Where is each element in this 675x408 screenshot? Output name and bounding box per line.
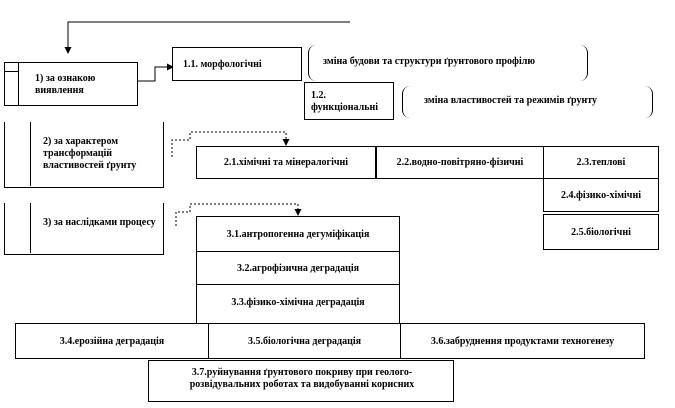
criterion-2-box xyxy=(4,122,164,188)
node-1-2-box xyxy=(304,82,394,120)
node-3-4-box xyxy=(15,323,209,359)
node-3-3-box xyxy=(196,284,400,324)
node-1-1-label: 1.1. морфологічні xyxy=(183,59,262,70)
node-3-5-box xyxy=(208,323,401,359)
brace-1-1-left xyxy=(308,45,316,81)
node-1-1-box xyxy=(172,47,302,81)
node-3-6-label: 3.6.забруднення продуктами техногенезу xyxy=(430,336,615,347)
node-2-5-box xyxy=(543,214,659,250)
criterion-3-label: 3) за наслідками процесу xyxy=(43,217,156,228)
arrow-c1-to-1-1 xyxy=(137,67,172,81)
node-3-1-box xyxy=(196,216,400,252)
criterion-1-label: 1) за ознакою виявлення xyxy=(35,73,96,96)
node-1-2-label: 1.2. функціональні xyxy=(311,90,379,113)
brace-1-2-right xyxy=(645,86,653,118)
criterion-3-box xyxy=(4,203,164,255)
node-2-2-box xyxy=(376,146,544,179)
node-3-7-box xyxy=(148,360,454,402)
brace-1-2-left xyxy=(402,86,410,118)
node-3-2-label: 3.2.агрофізична деградація xyxy=(236,263,360,274)
node-2-2-label: 2.2.водно-повітряно-фізичні xyxy=(396,157,524,168)
node-2-3-box xyxy=(543,146,659,179)
description-1-2: зміна властивостей та режимів ґрунту xyxy=(424,95,598,106)
brace-1-1-right xyxy=(580,45,588,81)
node-2-3-label: 2.3.теплові xyxy=(576,157,626,168)
node-3-3-label: 3.3.фізико-хімічна деградація xyxy=(231,297,365,308)
node-2-5-label: 2.5.біологічні xyxy=(571,227,631,238)
node-2-4-box xyxy=(543,178,659,212)
node-2-1-box xyxy=(196,146,376,179)
criterion-1-box xyxy=(4,62,138,106)
node-3-4-label: 3.4.ерозійна деградація xyxy=(59,336,165,347)
node-2-4-label: 2.4.фізико-хімічні xyxy=(561,190,641,201)
node-3-6-box xyxy=(400,323,645,359)
node-3-5-label: 3.5.біологічна деградація xyxy=(247,336,362,347)
node-3-7-label: 3.7.руйнування ґрунтового покриву при геолого-розвідувальних роботах та видобуванні корисних xyxy=(189,367,415,390)
criterion-2-label: 2) за характером трансформацій властивостей ґрунту xyxy=(43,136,137,171)
node-3-2-box xyxy=(196,251,400,285)
node-3-1-label: 3.1.антропогенна дегуміфікація xyxy=(226,229,370,240)
node-2-1-label: 2.1.хімічні та мінералогічні xyxy=(223,157,349,168)
description-1-1: зміна будови та структури ґрунтового профілю xyxy=(323,56,536,67)
